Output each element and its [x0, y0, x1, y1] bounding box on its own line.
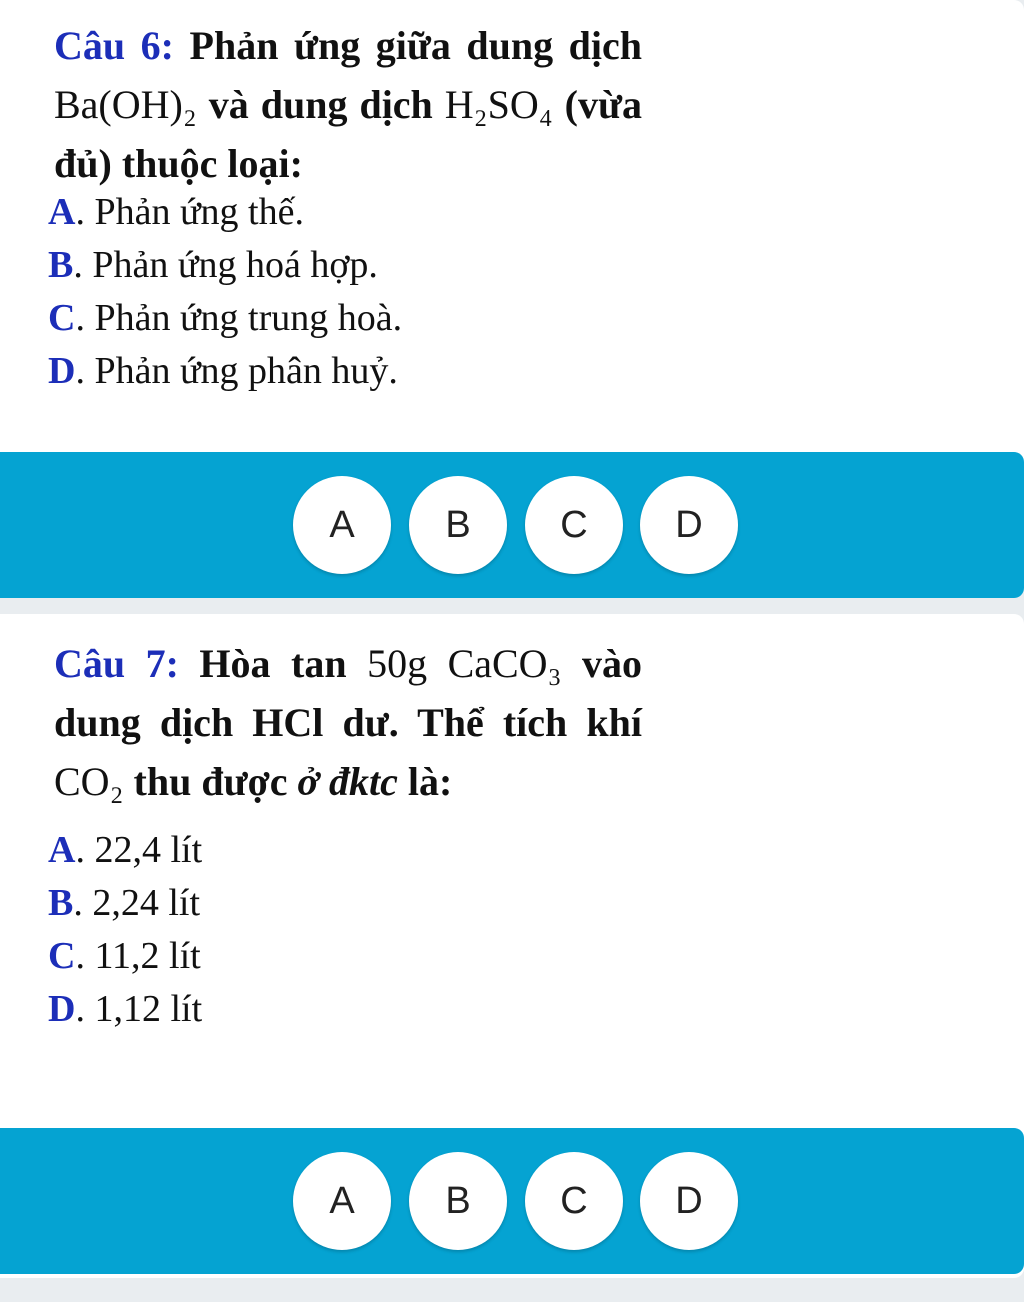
chemical-formula: H₂SO₄ — [444, 82, 553, 127]
option-text: 1,12 lít — [94, 988, 203, 1030]
answer-button-a[interactable]: A — [293, 1152, 391, 1250]
option-letter: C — [48, 297, 76, 339]
option-letter: C — [48, 935, 76, 977]
option-text: 2,24 lít — [92, 882, 201, 924]
option-d: D. 1,12 lít — [48, 988, 203, 1030]
question-emphasis: ở đktc — [297, 759, 398, 804]
answer-button-d[interactable]: D — [640, 1152, 738, 1250]
chemical-formula: 50g CaCO₃ — [367, 641, 562, 686]
question-card-7 — [0, 614, 1024, 1278]
option-letter: B — [48, 244, 74, 286]
option-list — [48, 186, 402, 398]
option-text: Phản ứng trung hoà. — [94, 297, 403, 339]
option-letter: A — [48, 829, 76, 871]
question-text-part: thu được — [123, 759, 298, 804]
answer-bar — [0, 452, 1024, 598]
question-text-part: Hòa tan — [178, 641, 368, 686]
answer-button-d[interactable]: D — [640, 476, 738, 574]
option-list — [48, 824, 202, 1036]
option-text: Phản ứng thế. — [94, 191, 304, 233]
option-text: Phản ứng hoá hợp. — [92, 244, 378, 286]
answer-button-c[interactable]: C — [525, 476, 623, 574]
option-letter: D — [48, 988, 76, 1030]
question-card-6 — [0, 0, 1024, 598]
answer-button-b[interactable]: B — [409, 1152, 507, 1250]
option-text: 11,2 lít — [94, 935, 201, 977]
option-c: C. 11,2 lít — [48, 935, 201, 977]
question-text-part: là: — [397, 759, 453, 804]
option-c: C. Phản ứng trung hoà. — [48, 297, 403, 339]
chemical-formula: Ba(OH)₂ — [54, 82, 197, 127]
option-text: Phản ứng phân huỷ. — [94, 350, 398, 392]
option-a: A. 22,4 lít — [48, 829, 203, 871]
answer-button-a[interactable]: A — [293, 476, 391, 574]
question-text-part: vào dung dịch HCl dư. Thể tích khí — [54, 641, 642, 745]
option-a: A. Phản ứng thế. — [48, 191, 304, 233]
option-letter: B — [48, 882, 74, 924]
option-b: B. Phản ứng hoá hợp. — [48, 244, 378, 286]
option-letter: A — [48, 191, 76, 233]
question-text-part: Phản ứng giữa dung dịch — [173, 23, 643, 68]
option-b: B. 2,24 lít — [48, 882, 201, 924]
question-label: Câu 7: — [54, 641, 179, 686]
question-text — [54, 634, 642, 811]
chemical-formula: CO₂ — [54, 759, 124, 804]
question-text-part: và dung dịch — [196, 82, 445, 127]
answer-bar — [0, 1128, 1024, 1274]
question-text — [54, 16, 642, 193]
answer-button-c[interactable]: C — [525, 1152, 623, 1250]
option-d: D. Phản ứng phân huỷ. — [48, 350, 398, 392]
option-letter: D — [48, 350, 76, 392]
question-text-part: (vừa đủ) thuộc loại: — [54, 82, 642, 186]
question-label: Câu 6: — [54, 23, 174, 68]
answer-button-b[interactable]: B — [409, 476, 507, 574]
option-text: 22,4 lít — [94, 829, 203, 871]
